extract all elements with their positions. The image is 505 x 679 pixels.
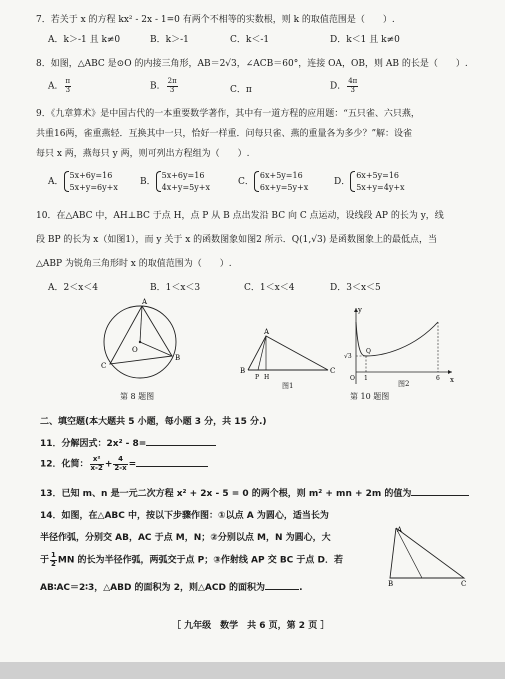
- q14-line4: AB∶AC＝2∶3，△ABD 的面积为 2，则△ACD 的面积为 .: [40, 580, 302, 594]
- q10-line1: 10．在△ABC 中，AH⊥BC 于点 H，点 P 从 B 点出发沿 BC 向 C 点运动，设线段 AP 的长为 y，线: [36, 211, 444, 221]
- scan-bottom-strip: [0, 662, 505, 679]
- fig14-label-b: B: [388, 580, 394, 586]
- q10-option-a: A．2＜x＜4: [48, 283, 99, 293]
- q13-text: 13．已知 m、n 是一元二次方程 x² + 2x - 5 = 0 的两个根，则 m² + mn + 2m 的值为: [40, 486, 469, 500]
- q10-line2: 段 BP 的长为 x（如图1），而 y 关于 x 的函数图象如图2 所示．Q(1,√3) 是函数图象上的最低点，当: [36, 235, 438, 245]
- graph-tick-1: 1: [364, 375, 368, 382]
- fig10-function-graph: [344, 304, 456, 388]
- q9-option-d: D． 6x+5y=16 5x+y=4y+x: [334, 171, 405, 192]
- fig10-triangle-diagram: [238, 326, 340, 382]
- fig10-label-a: A: [264, 328, 270, 336]
- fig14-triangle-diagram: [388, 524, 468, 586]
- fig1-label: 图1: [282, 382, 294, 390]
- fig10-label-h: H: [264, 374, 270, 381]
- q7-option-d: D．k＜1 且 k≠0: [330, 35, 400, 45]
- q7-option-c: C．k＜-1: [230, 35, 270, 45]
- q9-line1: 9．《九章算术》是中国古代的一本重要数学著作，其中有一道方程的应用题：“五只雀、六只燕，: [36, 109, 420, 119]
- fig8-label-o: O: [132, 346, 138, 354]
- fig10-label-b: B: [240, 367, 246, 375]
- q13-answer-blank: [411, 486, 469, 496]
- fig14-label-a: A: [397, 526, 403, 534]
- fig8-circle-diagram: [92, 296, 192, 388]
- q8-stem: 8．如图，△ABC 是⊙O 的内接三角形，AB＝2√3，∠ACB＝60°，连接 OA，OB，则 AB 的长是（ ）.: [36, 59, 468, 69]
- q9-line3: 每只 x 两，燕每只 y 两，则可列出方程组为（ ）.: [36, 149, 250, 159]
- q10-option-b: B．1＜x＜3: [150, 283, 201, 293]
- fig8-label-a: A: [142, 298, 148, 306]
- q9-line2: 共重16两，雀重燕轻．互换其中一只，恰好一样重．问每只雀、燕的重量各为多少？”解：设雀: [36, 129, 413, 139]
- q11-text: 11．分解因式：2x² - 8=: [40, 436, 216, 450]
- q10-option-d: D．3＜x＜5: [330, 283, 381, 293]
- fig10-label-p: P: [255, 374, 260, 381]
- graph-axis-y: y: [358, 306, 362, 314]
- q14-line1: 14．如图，在△ABC 中，按以下步骤作图：①以点 A 为圆心，适当长为: [40, 511, 329, 521]
- q8-option-c: C．π: [230, 85, 252, 95]
- q12-answer-blank: [136, 457, 208, 467]
- q9-option-c: C． 6x+5y=16 6x+y=5y+x: [238, 171, 309, 192]
- q11-answer-blank: [146, 436, 216, 446]
- q9-option-a: A． 5x+6y=16 5x+y=6y+x: [48, 171, 118, 192]
- graph-tick-sqrt3: √3: [344, 353, 352, 360]
- q8-option-d: D． $\frac{4\pi}{3}$: [330, 77, 358, 94]
- fig8-caption: 第 8 题图: [120, 392, 155, 401]
- fig8-label-c: C: [101, 362, 107, 370]
- q10-line3: △ABP 为锐角三角形时 x 的取值范围为（ ）.: [36, 259, 232, 269]
- fig8-label-b: B: [175, 354, 181, 362]
- q7-option-b: B．k＞-1: [150, 35, 189, 45]
- q14-answer-blank: [265, 580, 299, 590]
- q14-line3: 于 $\frac{1}{2}$ MN 的长为半径作弧，两弧交于点 P；③作射线 AP 交 BC 于点 D．若: [40, 551, 344, 568]
- graph-origin: O: [350, 375, 355, 382]
- graph-tick-6: 6: [436, 375, 440, 382]
- graph-point-q: Q: [366, 348, 371, 355]
- fig10-label-c: C: [330, 367, 336, 375]
- q9-option-b: B． 5x+6y=16 4x+y=5y+x: [140, 171, 210, 192]
- q10-option-c: C．1＜x＜4: [244, 283, 295, 293]
- page-footer: ［ 九年级 数学 共 6 页，第 2 页 ］: [172, 621, 330, 631]
- q12-text: 12．化简： $\frac{\text{x²}}{x-2}$ + $\frac{4}{2-x}$ =: [40, 456, 208, 472]
- q8-option-a: A． $\frac{\pi}{3}$: [48, 77, 71, 94]
- fig14-label-c: C: [461, 580, 467, 586]
- q8-option-b: B． $\frac{2\pi}{3}$: [150, 77, 177, 94]
- q14-line2: 半径作弧，分别交 AB，AC 于点 M，N；②分别以点 M，N 为圆心，大: [40, 533, 331, 543]
- section2-title: 二、填空题(本大题共 5 小题，每小题 3 分，共 15 分.): [40, 417, 267, 427]
- q7-stem: 7．若关于 x 的方程 kx² - 2x - 1=0 有两个不相等的实数根，则 k 的取值范围是（ ）.: [36, 15, 395, 25]
- fig2-label: 图2: [398, 380, 410, 388]
- q7-option-a: A．k＞-1 且 k≠0: [48, 35, 121, 45]
- fig10-caption: 第 10 题图: [350, 392, 390, 401]
- graph-axis-x: x: [450, 376, 454, 384]
